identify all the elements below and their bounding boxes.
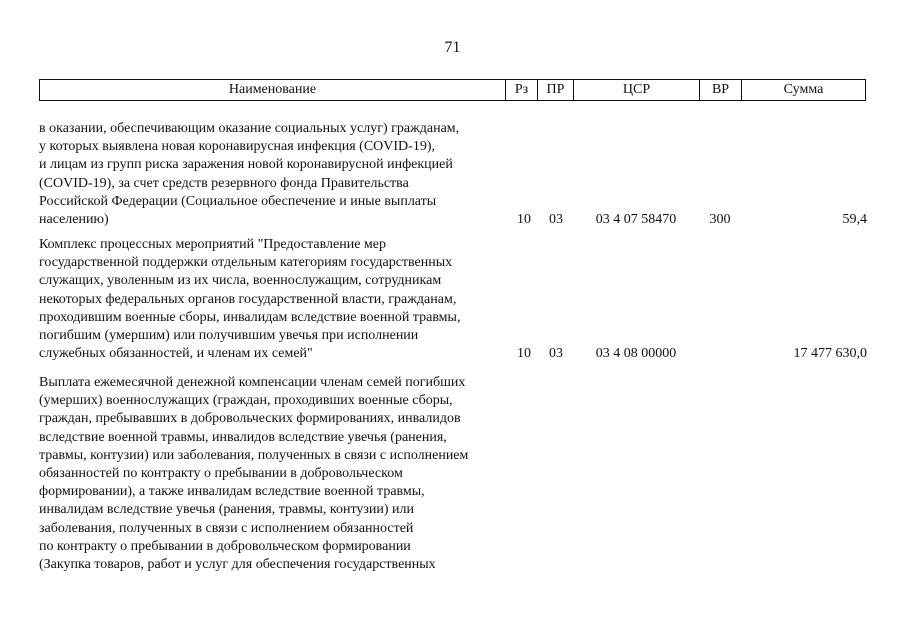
row-name-line: формировании), а также инвалидам вследствие военной травмы, bbox=[39, 484, 425, 500]
row-csr: 03 4 08 00000 bbox=[595, 346, 677, 362]
table-row bbox=[39, 374, 867, 574]
row-sum: 17 477 630,0 bbox=[793, 346, 867, 362]
header-vr: ВР bbox=[700, 80, 742, 101]
row-name-line: Комплекс процессных мероприятий "Предоставление мер bbox=[39, 237, 387, 252]
row-name-line: населению) bbox=[39, 212, 109, 228]
row-name-line: служащих, уволенным из их числа, военнослужащим, сотрудникам bbox=[39, 273, 442, 289]
row-name-line: и лицам из групп риска заражения новой коронавирусной инфекцией bbox=[39, 157, 453, 173]
page-number: 71 bbox=[444, 39, 461, 56]
row-name-line: обязанностей по контракту о пребывании в добровольческом bbox=[39, 466, 403, 482]
row-pr: 03 bbox=[549, 212, 563, 228]
row-name-line: заболевания, полученных в связи с исполнением обязанностей bbox=[39, 520, 414, 536]
row-rz: 10 bbox=[517, 346, 531, 362]
row-name-line: (умерших) военнослужащих (граждан, проходивших военные сборы, bbox=[39, 393, 453, 409]
row-name-line: у которых выявлена новая коронавирусная инфекция (COVID-19), bbox=[39, 139, 435, 155]
row-name-line: некоторых федеральных органов государственной власти, гражданам, bbox=[39, 291, 457, 307]
row-name-line: вследствие военной травмы, инвалидов вследствие увечья (ранения, bbox=[39, 429, 447, 445]
table-header bbox=[39, 79, 866, 101]
row-name-line: травмы, контузии) или заболевания, полученных в связи с исполнением bbox=[39, 447, 469, 463]
row-name-line: в оказании, обеспечивающим оказание социальных услуг) гражданам, bbox=[39, 121, 460, 136]
row-sum: 59,4 bbox=[842, 212, 867, 228]
row-name-line: инвалидам вследствие увечья (ранения, травмы, контузии) или bbox=[39, 502, 415, 518]
row-name-line: Российской Федерации (Социальное обеспечение и иные выплаты bbox=[39, 193, 437, 209]
row-name bbox=[39, 236, 509, 363]
row-pr: 03 bbox=[549, 346, 563, 362]
header-name: Наименование bbox=[40, 80, 506, 101]
row-name-line: (COVID-19), за счет средств резервного фонда Правительства bbox=[39, 175, 409, 191]
row-name-line: (Закупка товаров, работ и услуг для обеспечения государственных bbox=[39, 557, 436, 573]
row-csr: 03 4 07 58470 bbox=[595, 212, 677, 228]
header-pr: ПР bbox=[538, 80, 574, 101]
header-sum: Сумма bbox=[742, 80, 866, 101]
row-rz: 10 bbox=[517, 212, 531, 228]
row-name-line: граждан, пребывавших в добровольческих формированиях, инвалидов bbox=[39, 411, 461, 427]
row-name bbox=[39, 374, 509, 574]
row-name-line: Выплата ежемесячной денежной компенсации членам семей погибших bbox=[39, 375, 466, 390]
header-csr: ЦСР bbox=[574, 80, 700, 101]
row-name-line: служебных обязанностей, и членам их семей" bbox=[39, 346, 313, 362]
row-name bbox=[39, 120, 509, 229]
row-name-line: по контракту о пребывании в добровольческом формировании bbox=[39, 538, 411, 554]
table-row bbox=[39, 120, 867, 229]
row-name-line: государственной поддержки отдельным категориям государственных bbox=[39, 255, 453, 271]
header-rz: Рз bbox=[506, 80, 538, 101]
row-name-line: погибшим (умершим) или получившим увечья при исполнении bbox=[39, 328, 419, 344]
row-name-line: проходившим военные сборы, инвалидам вследствие военной травмы, bbox=[39, 309, 461, 325]
row-vr: 300 bbox=[709, 212, 731, 228]
table-row bbox=[39, 236, 867, 363]
